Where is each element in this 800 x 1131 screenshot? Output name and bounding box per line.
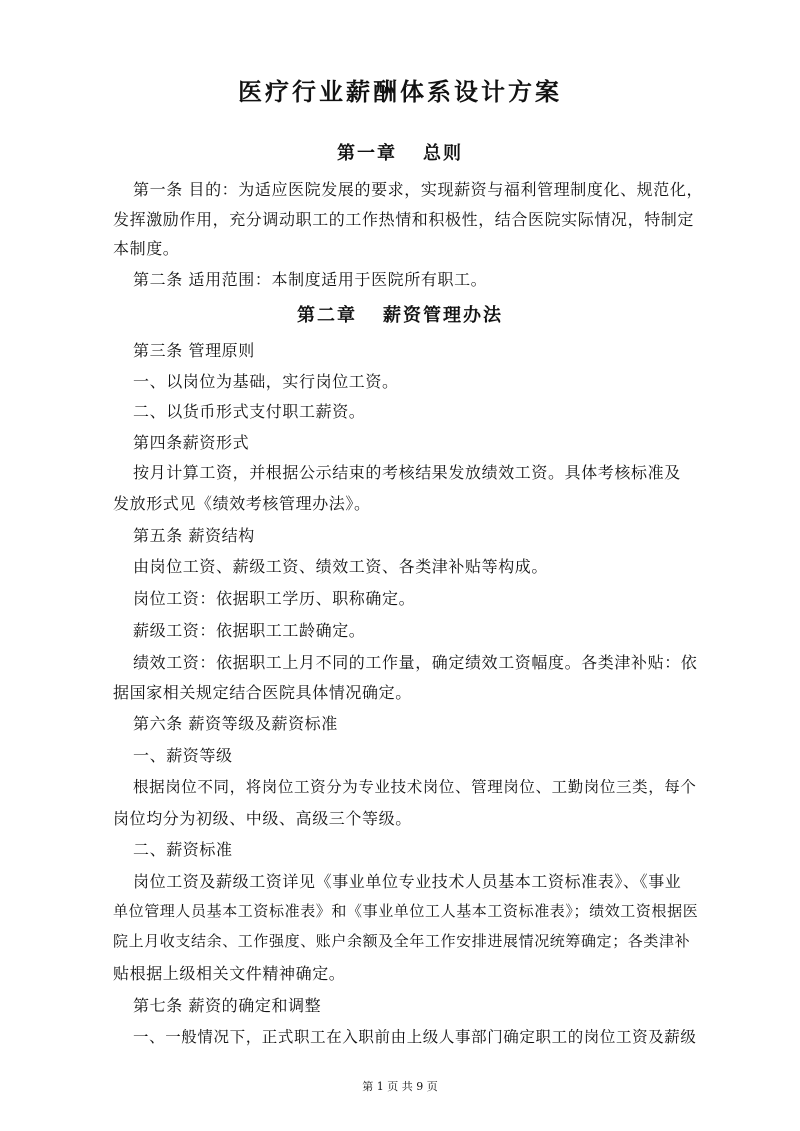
page-number-footer: 第 1 页 共 9 页 xyxy=(362,1080,438,1093)
paragraph-line: 薪级工资：依据职工工龄确定。 xyxy=(133,621,366,640)
paragraph-line: 岗位工资：依据职工学历、职称确定。 xyxy=(133,589,416,608)
paragraph-line: 第七条 薪资的确定和调整 xyxy=(133,996,322,1015)
paragraph-line: 单位管理人员基本工资标准表》和《事业单位工人基本工资标准表》；绩效工资根据医 xyxy=(113,902,699,920)
paragraph-line: 第二条 适用范围：本制度适用于医院所有职工。 xyxy=(133,270,488,289)
chapter-1-heading xyxy=(0,139,800,165)
paragraph-line: 根据岗位不同，将岗位工资分为专业技术岗位、管理岗位、工勤岗位三类，每个 xyxy=(133,778,697,796)
paragraph-line: 由岗位工资、薪级工资、绩效工资、各类津补贴等构成。 xyxy=(133,557,549,576)
paragraph-line: 一、一般情况下，正式职工在入职前由上级人事部门确定职工的岗位工资及薪级 xyxy=(133,1028,697,1046)
paragraph-line: 第一条 目的：为适应医院发展的要求，实现薪资与福利管理制度化、规范化， xyxy=(133,180,704,199)
paragraph-line: 岗位均分为初级、中级、高级三个等级。 xyxy=(113,809,412,828)
paragraph-line: 一、以岗位为基础，实行岗位工资。 xyxy=(133,372,399,391)
paragraph-line: 一、薪资等级 xyxy=(133,746,233,765)
document-title: 医疗行业薪酬体系设计方案 xyxy=(238,78,562,106)
paragraph-line: 按月计算工资，并根据公示结束的考核结果发放绩效工资。具体考核标准及 xyxy=(133,463,681,482)
paragraph-line: 发挥激励作用，充分调动职工的工作热情和积极性，结合医院实际情况，特制定 xyxy=(113,210,695,229)
paragraph-line: 第四条薪资形式 xyxy=(133,433,250,452)
paragraph-line: 据国家相关规定结合医院具体情况确定。 xyxy=(113,683,412,702)
paragraph-line: 绩效工资：依据职工上月不同的工作量，确定绩效工资幅度。各类津补贴：依 xyxy=(133,653,698,672)
paragraph-line: 二、薪资标准 xyxy=(133,840,233,859)
paragraph-line: 二、以货币形式支付职工薪资。 xyxy=(133,402,366,421)
paragraph-line: 院上月收支结余、工作强度、账户余额及全年工作安排进展情况统筹确定；各类津补 xyxy=(113,932,691,950)
paragraph-line: 第五条 薪资结构 xyxy=(133,526,255,545)
paragraph-line: 贴根据上级相关文件精神确定。 xyxy=(113,964,346,983)
paragraph-line: 发放形式见《绩效考核管理办法》。 xyxy=(113,494,371,513)
chapter-2-heading xyxy=(0,301,800,327)
paragraph-line: 岗位工资及薪级工资详见《事业单位专业技术人员基本工资标准表》、《事业 xyxy=(133,872,682,891)
chapter-1-number: 第一章 xyxy=(337,143,397,164)
paragraph-line: 第六条 薪资等级及薪资标准 xyxy=(133,714,338,733)
chapter-2-name: 薪资管理办法 xyxy=(383,305,503,326)
paragraph-line: 本制度。 xyxy=(113,239,180,258)
chapter-1-name: 总则 xyxy=(423,143,463,164)
chapter-2-number: 第二章 xyxy=(297,305,357,326)
paragraph-line: 第三条 管理原则 xyxy=(133,341,255,360)
